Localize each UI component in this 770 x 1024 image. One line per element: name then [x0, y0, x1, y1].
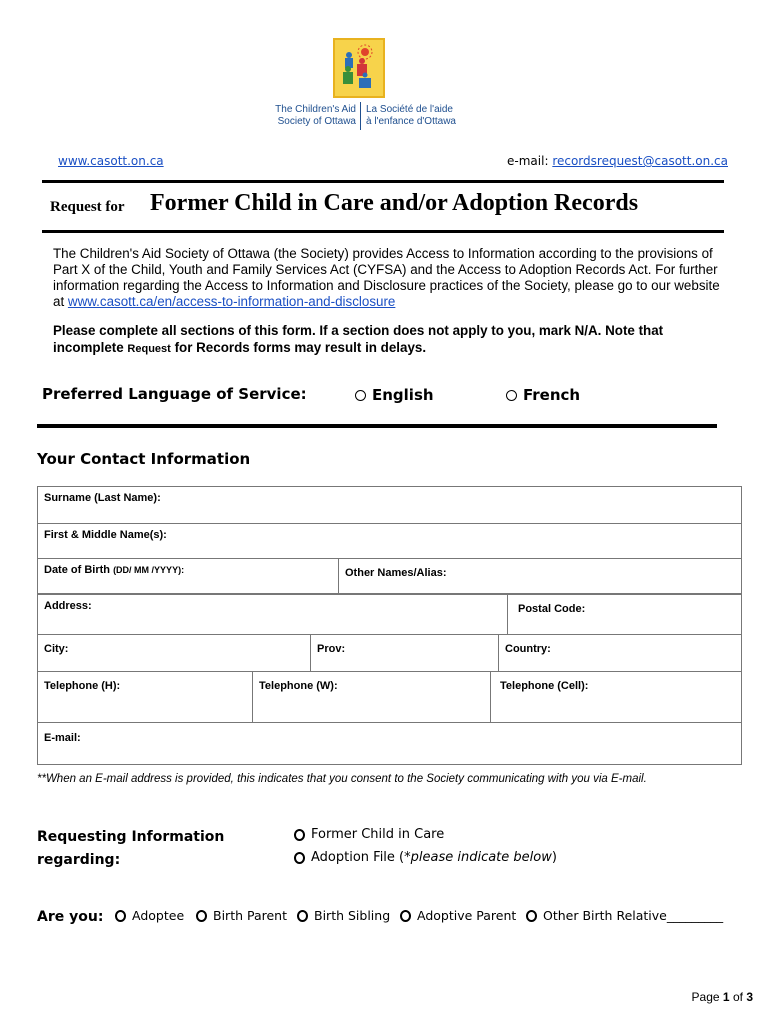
city-field[interactable] [37, 634, 311, 672]
note-part2: for Records forms may result in delays. [174, 340, 427, 355]
dob-label: Date of Birth [44, 564, 110, 576]
request-option-former-child[interactable] [294, 827, 444, 842]
request-option2-italic: *please indicate below [404, 850, 552, 865]
page-word: Page [691, 990, 720, 1004]
request-option2-suffix: ) [551, 850, 557, 865]
language-english-label: English [372, 386, 434, 404]
language-option-french[interactable] [506, 386, 580, 404]
are-you-adoptee-label: Adoptee [132, 908, 185, 923]
website-link[interactable]: www.casott.on.ca [58, 154, 164, 168]
requesting-label-line2: regarding: [37, 852, 121, 868]
address-label: Address: [44, 600, 92, 612]
radio-circle-icon[interactable] [297, 910, 308, 922]
title-prefix: Request for [50, 199, 125, 215]
dob-format: (DD/ MM /YYYY): [113, 565, 185, 575]
city-label: City: [44, 643, 69, 655]
postal-code-label: Postal Code: [518, 603, 586, 615]
telephone-work-field[interactable] [252, 671, 491, 723]
header-rule [42, 180, 724, 183]
org-divider [360, 102, 361, 130]
request-option-adoption-file[interactable] [294, 850, 557, 865]
children-figures-icon [335, 40, 383, 96]
are-you-other-relative-label: Other Birth Relative_________ [543, 908, 724, 923]
contact-heading: Your Contact Information [37, 450, 251, 468]
page-title: Former Child in Care and/or Adoption Records [150, 190, 639, 216]
intro-text: The Children's Aid Society of Ottawa (the Society) provides Access to Information according to the provisions of Part X of the Child, Youth and Family Services Act (CYFSA) and the Access to Adoption Records Act. For further information regarding the Access to Information and Disclosure practices of the Society, please go to our website at [53, 246, 720, 309]
email-label: e-mail: [507, 154, 549, 168]
are-you-birth-sibling-label: Birth Sibling [314, 908, 391, 923]
email-link[interactable]: recordsrequest@casott.on.ca [552, 154, 728, 168]
prov-field[interactable] [310, 634, 499, 672]
org-name-en-line2: Society of Ottawa [277, 116, 356, 127]
are-you-option-birth-sibling[interactable] [297, 908, 390, 923]
intro-paragraph [53, 246, 723, 310]
email-field-label: E-mail: [44, 732, 81, 744]
email-line [507, 154, 728, 168]
org-name-fr-line2: à l'enfance d'Ottawa [366, 116, 456, 127]
first-middle-label: First & Middle Name(s): [44, 529, 167, 541]
note-part1: Please complete all sections of this form. If a section does not apply to you, mark N/A. Note that incomplete [53, 323, 664, 355]
radio-circle-icon[interactable] [294, 829, 305, 841]
are-you-adoptive-parent-label: Adoptive Parent [417, 908, 517, 923]
email-consent-note: **When an E-mail address is provided, this indicates that you consent to the Society communicating with you via E-mail. [37, 773, 647, 785]
telephone-home-label: Telephone (H): [44, 680, 121, 692]
access-info-link[interactable]: www.casott.ca/en/access-to-information-and-disclosure [67, 294, 396, 309]
surname-label: Surname (Last Name): [44, 492, 161, 504]
page-current: 1 [722, 990, 730, 1004]
note-request-word: Request [127, 343, 171, 355]
radio-circle-icon[interactable] [526, 910, 537, 922]
request-option1-label: Former Child in Care [311, 827, 445, 842]
language-option-english[interactable] [355, 386, 434, 404]
page-number [692, 990, 753, 1004]
radio-circle-icon[interactable] [196, 910, 207, 922]
other-names-field[interactable] [338, 558, 742, 594]
radio-circle-icon[interactable] [506, 390, 517, 401]
page-total: 3 [746, 990, 753, 1004]
are-you-option-birth-parent[interactable] [196, 908, 287, 923]
telephone-work-label: Telephone (W): [259, 680, 338, 692]
are-you-birth-parent-label: Birth Parent [213, 908, 287, 923]
radio-circle-icon[interactable] [400, 910, 411, 922]
requesting-info-label [37, 826, 224, 872]
language-rule [37, 424, 717, 428]
requesting-label-line1: Requesting Information [37, 829, 225, 845]
email-field[interactable] [37, 722, 742, 765]
are-you-option-other-birth-relative[interactable] [526, 908, 723, 923]
request-option2-prefix: Adoption File ( [311, 850, 405, 865]
org-name-french [366, 104, 476, 128]
radio-circle-icon[interactable] [294, 852, 305, 864]
page-of-word: of [732, 990, 743, 1004]
dob-field[interactable] [37, 558, 339, 594]
org-name-fr-line1: La Société de l'aide [366, 104, 453, 115]
telephone-cell-label: Telephone (Cell): [500, 680, 589, 692]
radio-circle-icon[interactable] [115, 910, 126, 922]
telephone-home-field[interactable] [37, 671, 253, 723]
title-rule [42, 230, 724, 233]
language-french-label: French [523, 386, 581, 404]
country-label: Country: [505, 643, 551, 655]
surname-field[interactable] [37, 486, 742, 524]
org-name-english [262, 104, 356, 128]
prov-label: Prov: [317, 643, 346, 655]
address-field[interactable] [37, 594, 508, 635]
completion-note [53, 322, 723, 358]
are-you-label: Are you: [37, 909, 104, 925]
org-name-en-line1: The Children's Aid [275, 104, 356, 115]
telephone-cell-field[interactable] [490, 671, 742, 723]
country-field[interactable] [498, 634, 742, 672]
are-you-option-adoptee[interactable] [115, 908, 184, 923]
language-label: Preferred Language of Service: [42, 385, 307, 403]
are-you-option-adoptive-parent[interactable] [400, 908, 516, 923]
society-logo [333, 38, 385, 98]
other-names-label: Other Names/Alias: [345, 567, 447, 579]
first-middle-name-field[interactable] [37, 523, 742, 559]
radio-circle-icon[interactable] [355, 390, 366, 401]
postal-code-field[interactable] [507, 594, 742, 635]
